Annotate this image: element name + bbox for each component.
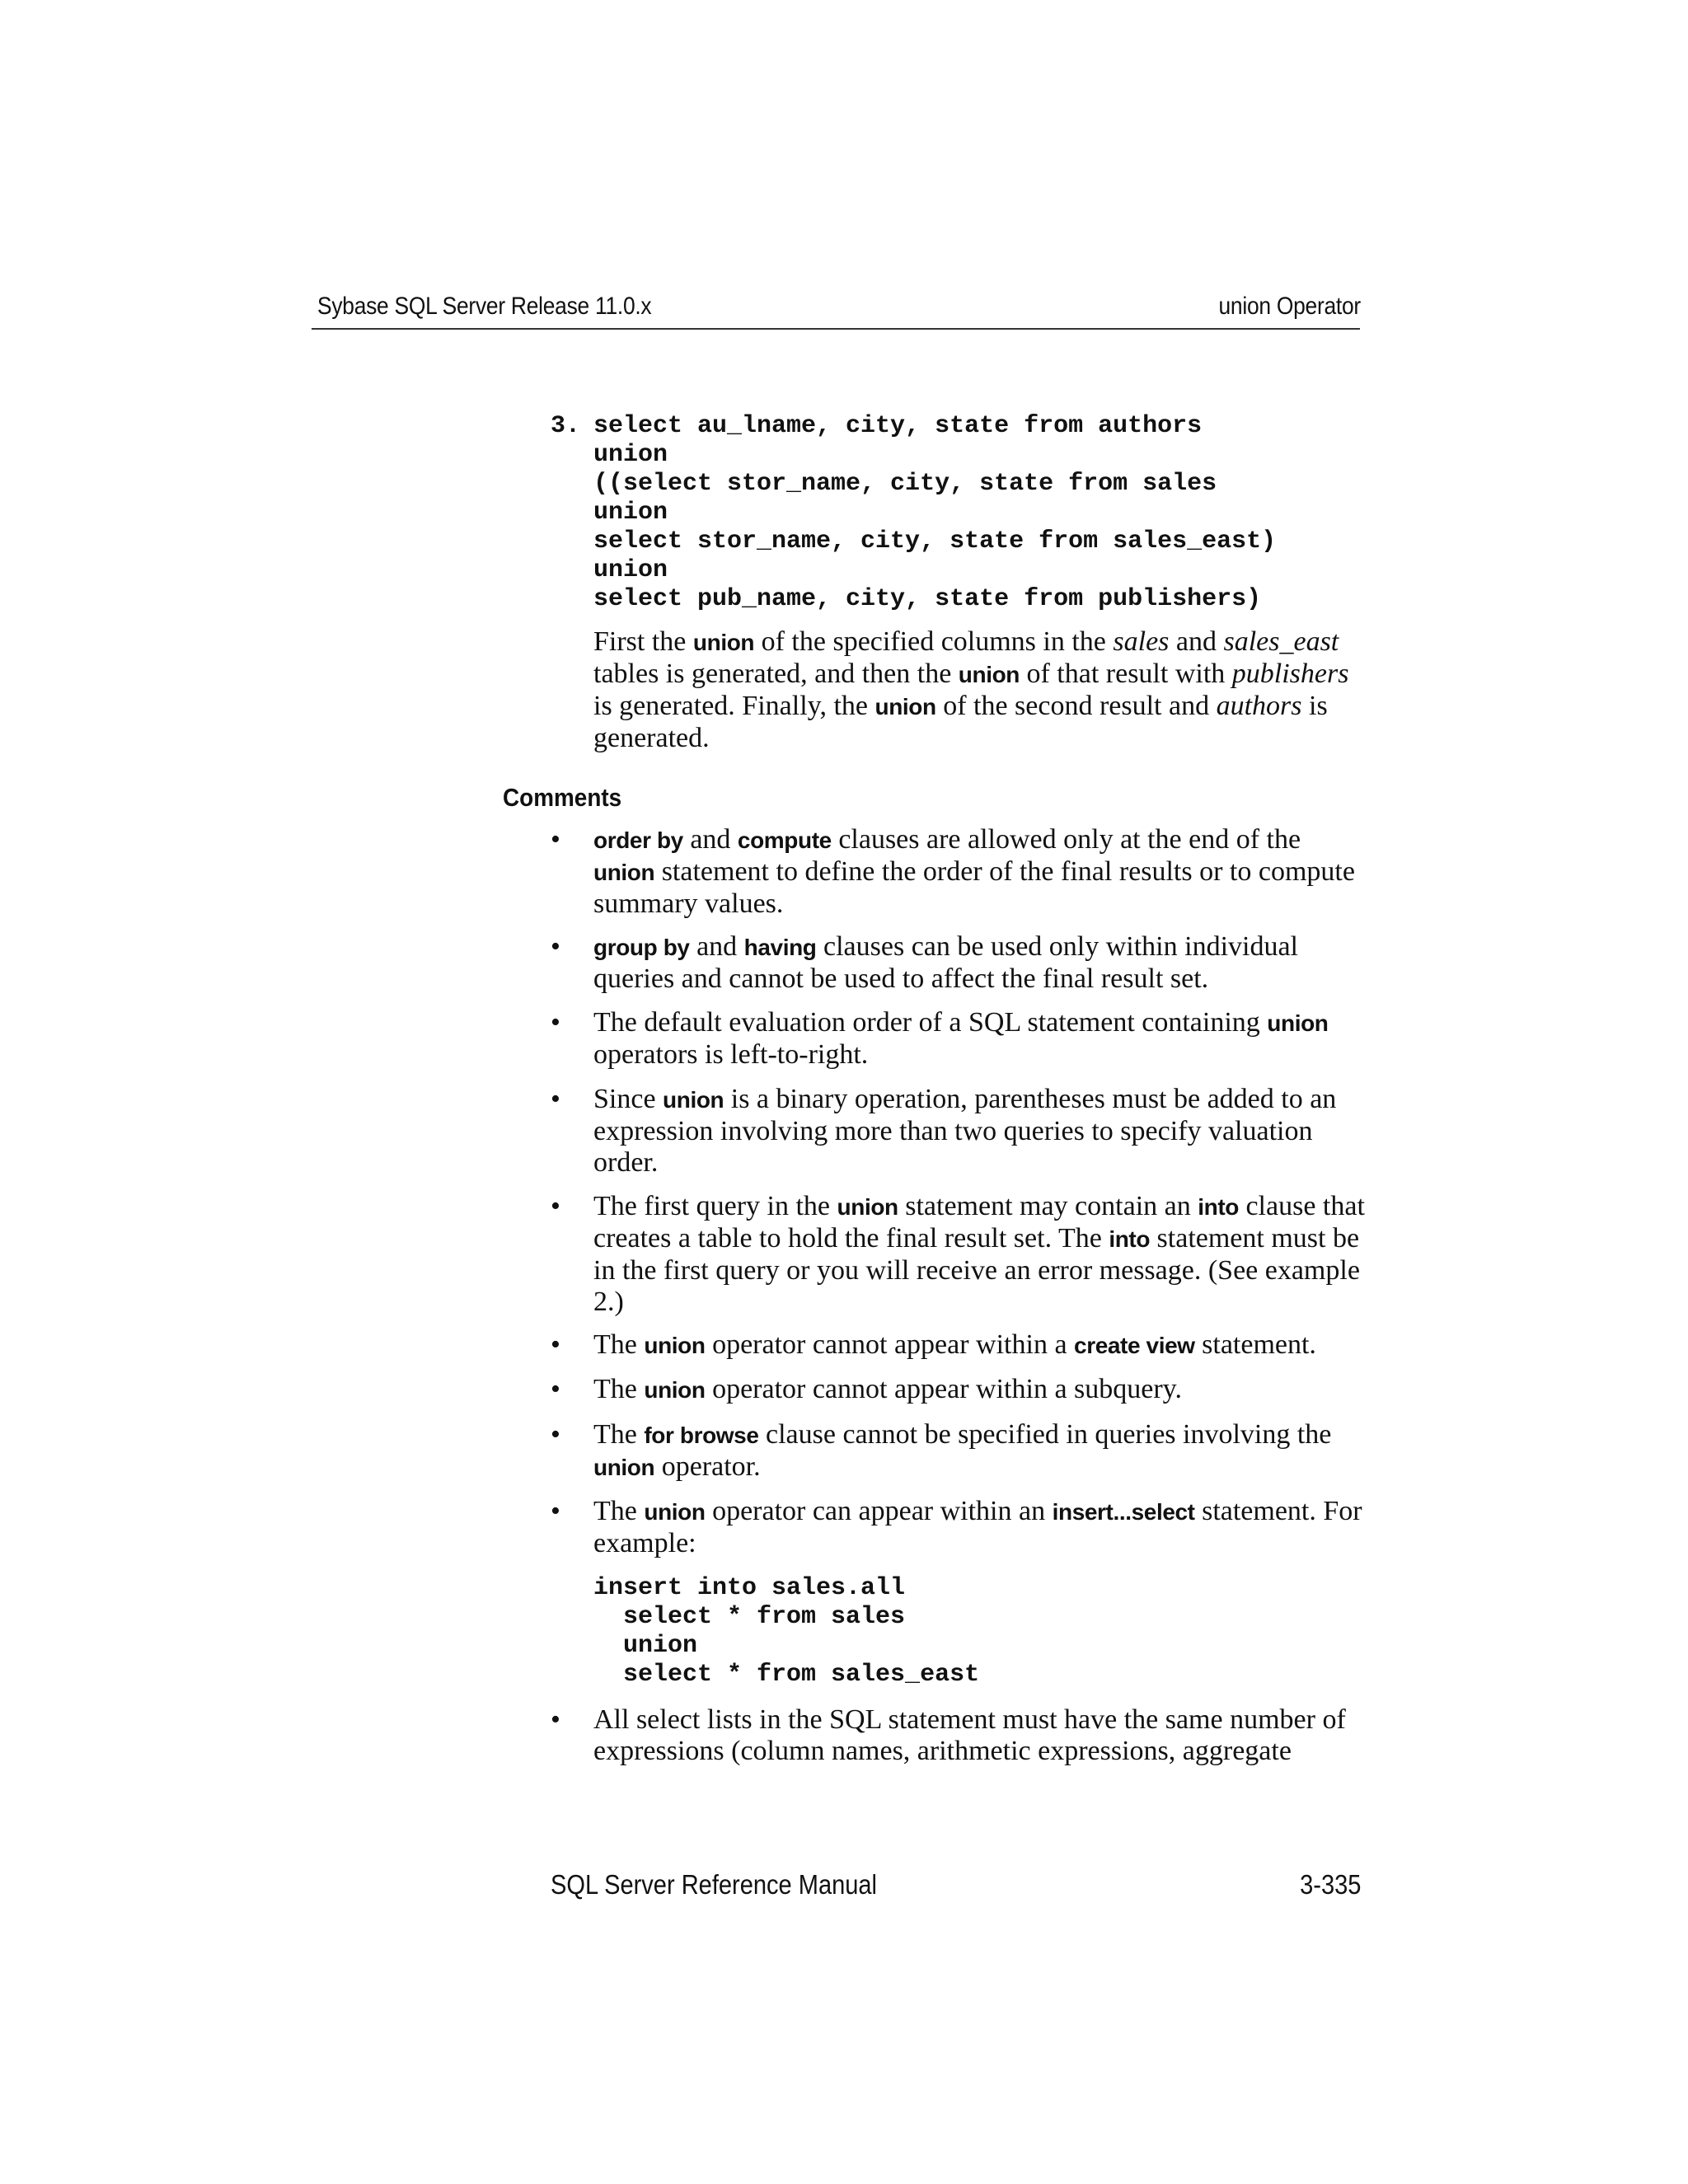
comment-item-8: The for browse clause cannot be specified in queries involving the union operator. — [593, 1419, 1332, 1482]
comment-item-7: The union operator cannot appear within a subquery. — [593, 1374, 1182, 1404]
comment-item-1: order by and compute clauses are allowed only at the end of the union statement to define the order of the final results or to compute summary values. — [593, 824, 1355, 919]
running-footer-title: SQL Server Reference Manual — [551, 1869, 877, 1900]
comment-item-10: All select lists in the SQL statement must have the same number of expressions (column names, arithmetic expressions, aggregate — [593, 1704, 1346, 1766]
code-example-3: select au_lname, city, state from authors union ((select stor_name, city, state from sales union select stor_name, city, state from sales_east) union select pub_name, city, state from publishers) — [593, 412, 1277, 613]
bullet-marker: • — [551, 1191, 560, 1221]
bullet-marker: • — [551, 824, 560, 855]
page-number: 3-335 — [1299, 1869, 1361, 1900]
header-rule — [312, 328, 1360, 330]
comments-heading: Comments — [503, 783, 622, 812]
bullet-marker: • — [551, 1329, 560, 1360]
running-header-left: Sybase SQL Server Release 11.0.x — [317, 293, 652, 320]
comment-item-3: The default evaluation order of a SQL statement containing union operators is left-to-right. — [593, 1007, 1329, 1070]
bullet-marker: • — [551, 931, 560, 962]
comment-item-5: The first query in the union statement may contain an into clause that creates a table to hold the final result set. The into statement must be in the first query or you will receive an error message. (See example 2.) — [593, 1191, 1365, 1317]
comment-item-4: Since union is a binary operation, parentheses must be added to an expression involving more than two queries to specify valuation order. — [593, 1084, 1337, 1178]
bullet-marker: • — [551, 1374, 560, 1404]
example-number: 3. — [551, 412, 581, 440]
example-3-description: First the union of the specified columns in the sales and sales_east tables is generated, and then the union of that result with publishers is generated. Finally, the union of the second result and authors is generated. — [593, 626, 1349, 753]
comment-item-2: group by and having clauses can be used only within individual queries and cannot be used to affect the final result set. — [593, 931, 1299, 994]
bullet-marker: • — [551, 1007, 560, 1038]
bullet-marker: • — [551, 1496, 560, 1526]
code-example-insert: insert into sales.all select * from sales union select * from sales_east — [593, 1574, 980, 1689]
bullet-marker: • — [551, 1084, 560, 1114]
running-header-right: union Operator — [1218, 293, 1361, 320]
bullet-marker: • — [551, 1419, 560, 1450]
bullet-marker: • — [551, 1704, 560, 1735]
comment-item-6: The union operator cannot appear within a create view statement. — [593, 1329, 1316, 1360]
comment-item-9: The union operator can appear within an insert...select statement. For example: — [593, 1496, 1362, 1558]
